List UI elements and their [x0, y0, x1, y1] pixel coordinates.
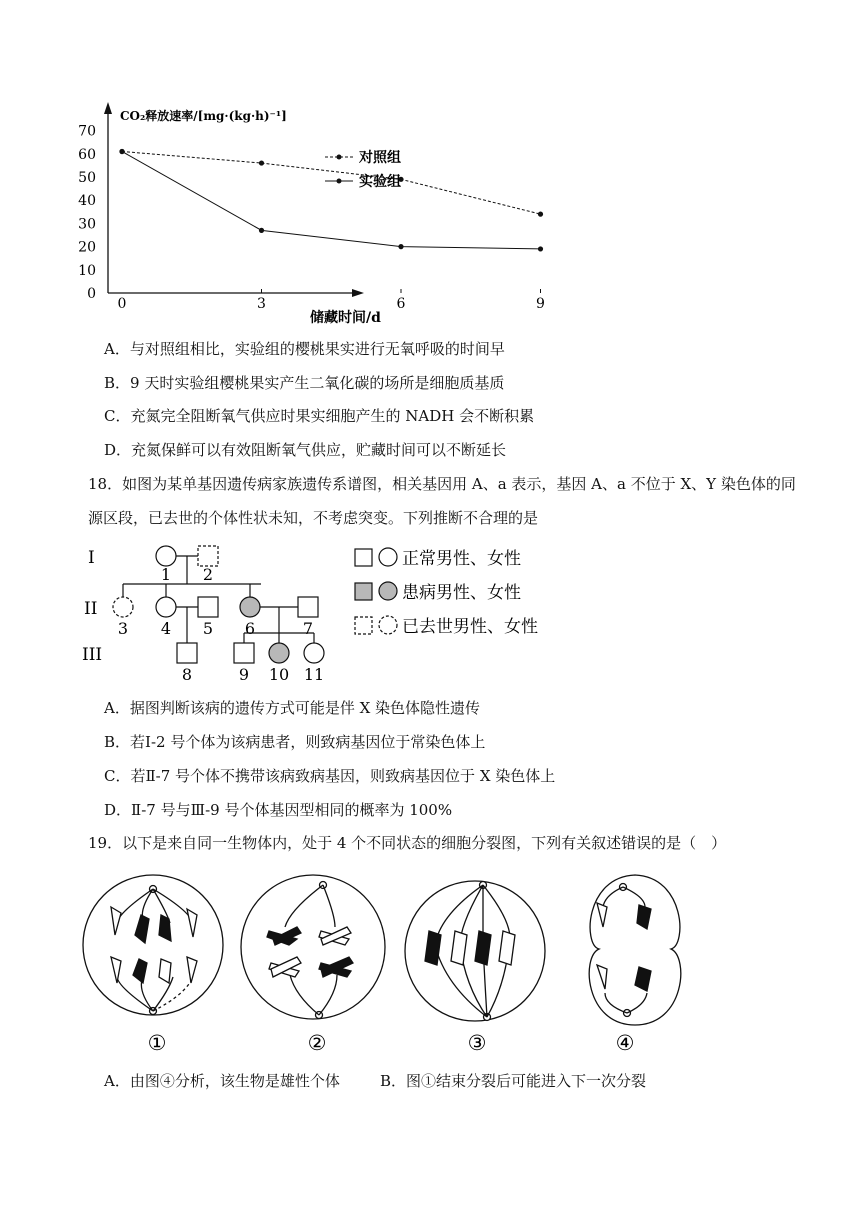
individual-9-male — [234, 643, 254, 663]
q18-option-a: A．据图判断该病的遗传方式可能是伴 X 染色体隐性遗传 — [104, 699, 481, 717]
y-axis-arrow — [104, 102, 112, 114]
y-tick-label: 10 — [78, 262, 96, 279]
legend-normal-label: 正常男性、女性 — [402, 549, 521, 569]
x-axis-label: 储藏时间/d — [310, 310, 381, 326]
data-point — [259, 160, 264, 165]
q19-option-a: A．由图④分析，该生物是雄性个体 — [104, 1072, 340, 1090]
individual-3-female-deceased — [113, 597, 133, 617]
legend-normal-male — [355, 549, 372, 566]
individual-1-female — [156, 546, 176, 566]
label-11: 11 — [303, 665, 325, 684]
label-1: 1 — [160, 565, 172, 584]
generation-label-ii: II — [84, 599, 98, 619]
pedigree-chart — [70, 535, 560, 685]
q19-option-b: B．图①结束分裂后可能进入下一次分裂 — [380, 1072, 647, 1090]
cell-1 — [83, 875, 223, 1015]
figure-label-4: ④ — [615, 1031, 635, 1055]
individual-11-female — [304, 643, 324, 663]
generation-label-iii: III — [82, 645, 103, 665]
q18-stem-line1: 18．如图为某单基因遗传病家族遗传系谱图，相关基因用 A、a 表示，基因 A、a 不位于 X、Y 染色体的同 — [88, 475, 796, 493]
legend-label-control: 对照组 — [359, 150, 401, 166]
y-tick-label: 70 — [78, 123, 96, 140]
q17-option-b: B．9 天时实验组樱桃果实产生二氧化碳的场所是细胞质基质 — [104, 374, 505, 392]
label-7: 7 — [302, 619, 314, 638]
q18-option-c: C．若Ⅱ-7 号个体不携带该病致病基因，则致病基因位于 X 染色体上 — [104, 767, 556, 785]
legend-normal-female — [379, 548, 397, 566]
chart-legend — [325, 149, 401, 190]
y-axis-label: CO₂释放速率/[mg·(kg·h)⁻¹] — [120, 109, 287, 123]
figure-label-2: ② — [307, 1031, 327, 1055]
cell-4 — [589, 875, 681, 1025]
individual-4-female — [156, 597, 176, 617]
cell-2 — [241, 875, 385, 1019]
data-point — [119, 149, 124, 154]
label-10: 10 — [268, 665, 290, 684]
data-point — [398, 244, 403, 249]
q17-option-a: A．与对照组相比，实验组的樱桃果实进行无氧呼吸的时间早 — [104, 340, 505, 358]
label-9: 9 — [238, 665, 250, 684]
cell-division-figures — [75, 865, 695, 1060]
x-tick-label: 0 — [117, 296, 127, 312]
label-4: 4 — [160, 619, 172, 638]
y-tick-label: 50 — [78, 170, 96, 186]
label-3: 3 — [117, 619, 129, 638]
q17-option-c: C．充氮完全阻断氧气供应时果实细胞产生的 NADH 会不断积累 — [104, 407, 535, 425]
x-tick-label: 6 — [396, 296, 406, 312]
generation-label-i: I — [88, 548, 95, 568]
y-tick-label: 20 — [78, 239, 96, 256]
y-tick-label: 0 — [87, 286, 96, 302]
q18-option-b: B．若Ⅰ-2 号个体为该病患者，则致病基因位于常染色体上 — [104, 733, 486, 751]
y-tick-label: 40 — [78, 193, 96, 210]
individual-7-male — [298, 597, 318, 617]
label-2: 2 — [202, 565, 214, 584]
legend-solid-marker — [337, 179, 342, 184]
legend-affected-female — [379, 582, 397, 600]
label-5: 5 — [202, 619, 214, 638]
legend-deceased-female — [379, 616, 397, 634]
legend-affected-male — [355, 583, 372, 600]
individual-2-male-deceased — [198, 546, 218, 566]
individual-10-female-affected — [269, 643, 289, 663]
legend-affected-label: 患病男性、女性 — [402, 583, 521, 603]
x-tick-label: 9 — [536, 296, 545, 312]
q18-stem-line2: 源区段，已去世的个体性状未知，不考虑突变。下列推断不合理的是 — [88, 509, 539, 527]
x-tick-label: 3 — [257, 296, 266, 312]
series-line-1 — [122, 151, 541, 248]
figure-label-1: ① — [147, 1031, 167, 1055]
legend-deceased-male — [355, 617, 372, 634]
legend-dashed-marker — [337, 155, 342, 160]
q17-option-d: D．充氮保鲜可以有效阻断氧气供应，贮藏时间可以不断延长 — [104, 441, 507, 459]
legend-deceased-label: 已去世男性、女性 — [402, 617, 538, 637]
label-8: 8 — [181, 665, 193, 684]
individual-6-female-affected — [240, 597, 260, 617]
figure-label-3: ③ — [467, 1031, 487, 1055]
y-tick-label: 60 — [78, 146, 96, 163]
data-point — [538, 246, 543, 251]
data-point — [259, 228, 264, 233]
individual-8-male — [177, 643, 197, 663]
data-point — [538, 212, 543, 217]
legend-label-experiment: 实验组 — [359, 174, 401, 190]
label-6: 6 — [244, 619, 256, 638]
co2-release-chart — [70, 100, 545, 330]
cell-3 — [405, 881, 545, 1021]
x-axis-arrow — [352, 289, 364, 297]
q19-stem: 19．以下是来自同一生物体内，处于 4 个不同状态的细胞分裂图，下列有关叙述错误的是（ ） — [88, 834, 727, 852]
q18-option-d: D．Ⅱ-7 号与Ⅲ-9 号个体基因型相同的概率为 100% — [104, 801, 453, 819]
individual-5-male — [198, 597, 218, 617]
series-line-0 — [122, 151, 541, 214]
y-tick-label: 30 — [78, 216, 96, 233]
